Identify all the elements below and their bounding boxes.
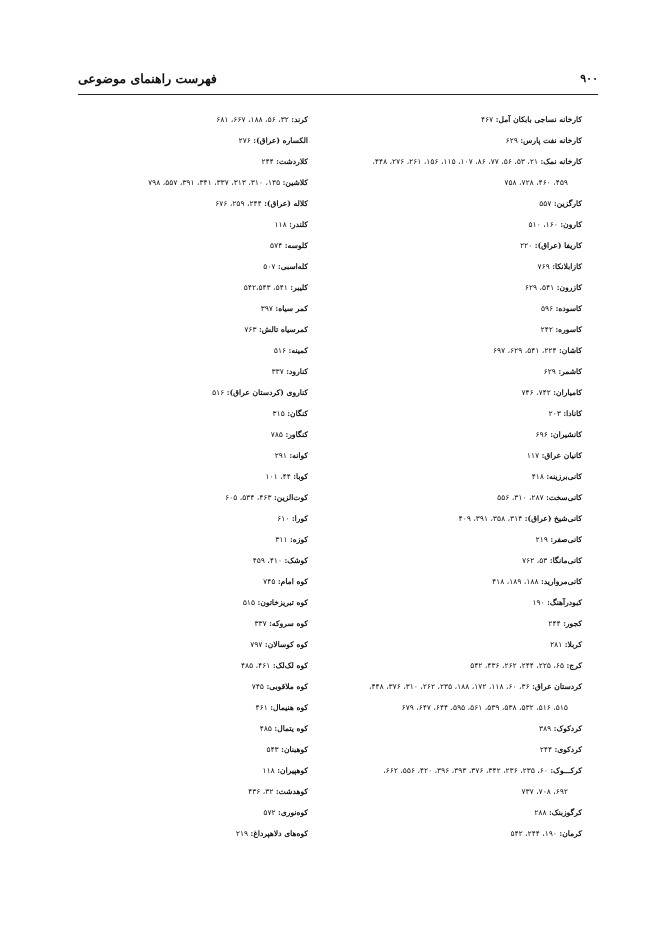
index-entry-pages: ۳۲، ۴۳۶	[248, 787, 274, 796]
index-entry	[100, 661, 308, 682]
index-entry-line	[253, 556, 308, 565]
index-entry-line	[270, 241, 308, 250]
index-entry-term: کلاشین:	[282, 178, 308, 187]
index-entry-pages: ۵۱۵	[242, 598, 256, 607]
index-entry	[100, 808, 308, 829]
index-entry-line	[272, 367, 308, 376]
index-entry-term: کاشمر:	[558, 367, 582, 376]
index-entry-term: کارخانه نفت پارس:	[520, 136, 582, 145]
index-entry-line	[216, 115, 308, 124]
index-entry	[342, 199, 582, 220]
index-entry-pages: ۵۵۷	[539, 199, 552, 208]
index-entry-term: کامیاران:	[553, 388, 582, 397]
index-entry-pages: ۷۹۷	[250, 640, 263, 649]
index-entry-term: کانیان عراق:	[541, 451, 582, 460]
index-entry-line	[342, 766, 582, 787]
index-entry	[100, 829, 308, 850]
index-entry-term: کاشان:	[559, 346, 582, 355]
index-entry-term: کرگوزبنک:	[548, 808, 582, 817]
index-entry-pages: ۱۱۷	[526, 451, 540, 460]
index-entry-term: کوبا:	[293, 472, 308, 481]
index-entry-pages: ۱۸۸، ۱۸۹، ۴۱۸	[492, 577, 539, 586]
page-number: ۹۰۰	[580, 72, 598, 85]
index-entry-line	[275, 535, 308, 544]
index-entry-term: کلیبر:	[290, 283, 308, 292]
index-entry-continuation: ۵۱۵، ۵۱۶، ۵۳۲، ۵۳۸، ۵۳۹، ۵۶۱، ۵۹۵، ۶۴۴، ۶۴۷، ۶۷۹	[401, 703, 568, 712]
index-entry-term: کوه تبریزخاتون:	[257, 598, 308, 607]
index-entry-term: کله‌اسبی:	[277, 262, 308, 271]
index-entry	[100, 367, 308, 388]
index-entry-term: کوه سروکه:	[269, 619, 308, 628]
index-entry-term: کردکوی:	[554, 745, 582, 754]
index-entry	[100, 619, 308, 640]
index-entry	[100, 640, 308, 661]
index-entry-pages: ۵۱۶	[212, 388, 225, 397]
index-entry-line	[266, 472, 309, 481]
index-entry-pages: ۷۶۳	[244, 325, 257, 334]
index-entry-pages: ۵۱۶	[273, 346, 287, 355]
index-entry-pages: ۲۷۶	[238, 136, 251, 145]
index-entry-line	[342, 157, 582, 178]
index-entry	[100, 262, 308, 283]
index-entry	[342, 241, 582, 262]
index-entry	[342, 619, 582, 640]
index-entry-line	[544, 367, 582, 376]
index-entry	[100, 136, 308, 157]
index-entry-pages: ۲۹۱	[274, 451, 287, 460]
index-entry-pages: ۲۸۷، ۳۱۰، ۵۵۶	[497, 493, 544, 502]
index-entry-term: کوشک:	[284, 556, 308, 565]
index-entry	[100, 766, 308, 787]
index-entry-term: کوه ملاقوبی:	[266, 682, 308, 691]
index-entry-term: کلاله (عراق):	[264, 199, 308, 208]
index-entry	[342, 388, 582, 409]
index-entry-line	[548, 619, 582, 628]
index-entry-pages: ۲۲۰	[520, 241, 533, 250]
index-entry	[342, 115, 582, 136]
index-entry	[342, 598, 582, 619]
index-entry-pages: ۶۱۰	[277, 514, 290, 523]
index-entry-term: کوه کوسالان:	[264, 640, 308, 649]
index-entry-pages: ۳۱۵	[272, 409, 285, 418]
index-entry-pages: ۳۸۹	[539, 724, 552, 733]
index-entry-pages: ۴۶۷	[481, 115, 494, 124]
index-entry-pages: ۱۳۵، ۳۱۰، ۳۱۳، ۳۳۷، ۳۴۱، ۳۹۱، ۵۵۷، ۷۹۸	[148, 178, 281, 187]
index-entry	[342, 556, 582, 577]
index-entry-term: کرکـــوک:	[550, 766, 582, 775]
index-entry-term: کاسوده:	[555, 304, 582, 313]
index-entry-pages: ۲۴۴	[539, 745, 553, 754]
index-entry-pages: ۴۱۰، ۴۵۹	[252, 556, 283, 565]
index-entry	[100, 598, 308, 619]
index-entry	[100, 409, 308, 430]
index-entry-pages: ۴۶۳، ۵۳۴، ۶۰۵	[225, 493, 272, 502]
index-entry-pages: ۴۸۵	[259, 724, 272, 733]
index-entry-pages: ۷۴۲، ۷۴۶	[521, 388, 551, 397]
index-entry-pages: ۶۰، ۲۳۵، ۲۳۶، ۳۴۲، ۳۷۶، ۳۹۳، ۳۹۶، ۴۲۰، ۵۵۶، ۶۶۲،	[383, 766, 548, 775]
index-entry-line	[244, 325, 308, 334]
index-entry-term: کرند:	[291, 115, 308, 124]
index-entry-pages: ۲۴۴، ۲۵۹، ۶۷۶	[215, 199, 262, 208]
index-entry-term: کانی‌مانگا:	[549, 556, 582, 565]
index-entry-line	[525, 283, 582, 292]
index-entry-line	[263, 577, 308, 586]
index-entry-term: کربلا:	[564, 640, 582, 649]
index-entry-term: الکساره (عراق):	[253, 136, 308, 145]
index-entry-pages: ۱۱۸	[262, 766, 275, 775]
index-entry	[342, 451, 582, 472]
index-entry-term: کنارود:	[286, 367, 308, 376]
index-entry	[342, 430, 582, 451]
index-entry-line	[541, 325, 582, 334]
index-entry-pages: ۳۲، ۵۶، ۱۸۸، ۶۶۷، ۶۸۱	[216, 115, 289, 124]
index-entry	[100, 745, 308, 766]
index-entry-term: کناروی (کردستان عراق):	[226, 388, 308, 397]
index-entry-term: کوه امام:	[277, 577, 308, 586]
index-entry-pages: ۲۴۴	[261, 157, 274, 166]
index-entry-pages: ۳۹۷	[260, 304, 273, 313]
index-entry	[342, 325, 582, 346]
index-entry-line	[277, 514, 308, 523]
index-entry-line	[493, 346, 582, 355]
index-entry	[342, 409, 582, 430]
index-entry-line	[263, 262, 308, 271]
index-entry	[100, 787, 308, 808]
index-entry-pages: ۵۴۱، ۶۲۹	[524, 283, 555, 292]
index-entry-pages: ۲۸۸	[534, 808, 547, 817]
index-entry	[342, 640, 582, 661]
index-entry	[100, 199, 308, 220]
index-entry-continuation: ۴۵۹، ۴۶۰، ۷۲۸، ۷۵۸	[504, 178, 568, 187]
index-entry-term: کوهپیران:	[277, 766, 308, 775]
index-entry-pages: ۴۴، ۱۰۱	[265, 472, 291, 481]
index-entry-term: کرج:	[566, 661, 582, 670]
index-entry-pages: ۵۳، ۷۶۲	[522, 556, 548, 565]
index-entry	[342, 346, 582, 367]
index-entry-term: کوزه:	[290, 535, 308, 544]
index-entry-pages: ۲۴۴	[548, 619, 561, 628]
index-entry	[100, 703, 308, 724]
index-entry	[342, 745, 582, 766]
index-entry-pages: ۴۶۱	[255, 703, 268, 712]
index-entry-term: کانادا:	[563, 409, 582, 418]
index-entry	[100, 388, 308, 409]
index-entry-term: کانشیران:	[550, 430, 582, 439]
index-entry-term: کردستان عراق:	[532, 682, 582, 691]
index-entry-pages: ۵۷۲	[263, 808, 276, 817]
index-entry-term: کوهدشت:	[275, 787, 308, 796]
index-entry-term: کوانه:	[289, 451, 308, 460]
index-entry-line	[539, 724, 582, 733]
index-entry-pages: ۶۹۶	[535, 430, 548, 439]
index-entry	[342, 682, 582, 724]
index-entry	[100, 304, 308, 325]
index-entry-line	[256, 703, 308, 712]
index-entry	[342, 262, 582, 283]
index-entry-pages: ۳۱۱	[275, 535, 288, 544]
index-entry-pages: ۴۶۱، ۴۸۵	[241, 661, 271, 670]
index-entry-term: کوه هنیمال:	[270, 703, 308, 712]
index-entry-line	[275, 451, 308, 460]
index-entry	[100, 157, 308, 178]
index-entry-term: کرمان:	[559, 829, 582, 838]
index-entry-pages: ۲۲۴، ۵۴۱، ۶۲۹، ۶۹۷	[492, 346, 557, 355]
running-title: فهرست راهنمای موضوعی	[78, 71, 217, 86]
index-entry-term: کورا:	[291, 514, 308, 523]
index-entry-line	[492, 577, 582, 586]
index-entry-line	[250, 640, 308, 649]
index-entry	[342, 766, 582, 808]
index-entry	[100, 514, 308, 535]
index-entry-line	[506, 136, 582, 145]
index-entry	[100, 493, 308, 514]
index-entry-pages: ۳۳۷	[271, 367, 284, 376]
index-entry	[342, 808, 582, 829]
index-entry-term: کبودرآهنگ:	[547, 598, 582, 607]
index-entry-line	[522, 556, 582, 565]
index-entry-line	[527, 451, 582, 460]
index-entry-term: کارون:	[560, 220, 582, 229]
index-entry-line	[550, 640, 582, 649]
index-entry-line	[539, 199, 582, 208]
index-entry-line	[263, 808, 308, 817]
index-entry-term: کلاردشت:	[276, 157, 308, 166]
index-entry-pages: ۷۴۵	[251, 682, 265, 691]
index-entry-line	[540, 745, 582, 754]
page-header	[78, 70, 598, 95]
index-entry-pages: ۵۰۷	[263, 262, 276, 271]
index-entry	[342, 829, 582, 850]
index-entry	[342, 535, 582, 556]
index-entry	[100, 577, 308, 598]
index-entry-line	[549, 409, 582, 418]
index-entry-pages: ۶۵، ۲۲۵، ۲۴۴، ۲۶۲، ۴۳۶، ۵۴۲	[470, 661, 565, 670]
index-entry	[100, 325, 308, 346]
index-entry-line	[538, 262, 582, 271]
index-entry-term: کمرسیاه تالش:	[258, 325, 308, 334]
index-entry-pages: ۲۴۲	[540, 325, 553, 334]
index-column-right	[342, 115, 582, 850]
index-entry-term: کانی‌شیخ (عراق):	[524, 514, 582, 523]
index-entry-pages: ۵۴۳	[266, 745, 279, 754]
index-entry-term: کوه‌های دلاهپرداغ:	[250, 829, 308, 838]
index-entry-term: کلوسه:	[284, 241, 308, 250]
index-entry	[342, 661, 582, 682]
index-entry	[100, 283, 308, 304]
index-entry-pages: ۲۰۳	[548, 409, 561, 418]
index-entry-line	[252, 682, 308, 691]
index-entry-term: کارخانه نمک:	[540, 157, 582, 166]
index-column-left	[100, 115, 308, 850]
index-entry-line	[241, 661, 308, 670]
index-entry-term: کانی‌صفر:	[550, 535, 582, 544]
index-entry-term: کاسوره:	[555, 325, 582, 334]
index-entry-term: کانی‌سخت:	[546, 493, 582, 502]
index-entry-line	[274, 346, 308, 355]
index-entry-line	[520, 241, 582, 250]
index-entry-line	[267, 745, 309, 754]
index-entry	[342, 283, 582, 304]
index-entry-pages: ۳۳۷	[254, 619, 267, 628]
index-entry-line	[148, 178, 308, 187]
index-entry-term: کوت‌الزین:	[274, 493, 308, 502]
index-entry	[100, 556, 308, 577]
index-entry	[100, 682, 308, 703]
index-entry-line	[261, 304, 308, 313]
index-entry	[100, 451, 308, 472]
index-entry	[100, 724, 308, 745]
index-entry-line	[536, 535, 582, 544]
index-entry-term: کوه یتمال:	[274, 724, 308, 733]
index-entry-term: کانی‌مروارید:	[541, 577, 582, 586]
index-entry-line	[529, 220, 582, 229]
index-entry	[342, 367, 582, 388]
index-entry-pages: ۱۶۰، ۵۱۰	[528, 220, 558, 229]
index-entry-pages: ۵۴۱، ۵۴۲،۵۴۳	[243, 283, 288, 292]
index-entry-line	[541, 304, 582, 313]
index-entry-term: کنگاور:	[285, 430, 308, 439]
index-entry-pages: ۵۹۶	[540, 304, 554, 313]
index-entry	[342, 304, 582, 325]
index-entry	[342, 493, 582, 514]
index-entry-pages: ۳۶، ۶۰، ۱۱۸، ۱۷۲، ۱۸۸، ۲۳۵، ۲۶۲، ۳۱۰، ۳۷۶، ۴۴۸،	[369, 682, 530, 691]
index-entry-line	[236, 829, 308, 838]
index-entry-term: کمر سیاه:	[275, 304, 308, 313]
index-entry-line	[521, 388, 582, 397]
index-entry	[100, 241, 308, 262]
index-entry	[100, 115, 308, 136]
index-entry-pages: ۶۲۹	[543, 367, 556, 376]
index-entry-line	[497, 493, 582, 502]
index-entry-line	[481, 115, 582, 124]
index-entry-line	[342, 682, 582, 703]
index-entry-line	[470, 661, 582, 670]
index-entry-pages: ۱۹۰	[532, 598, 545, 607]
index-entry-line	[260, 724, 308, 733]
index-entry	[100, 535, 308, 556]
index-entry	[342, 220, 582, 241]
index-entry-line	[248, 787, 308, 796]
index-entry-pages: ۳۱۴، ۳۵۸، ۳۹۱، ۴۰۹	[458, 514, 523, 523]
index-entry-term: کازابلانکا:	[552, 262, 582, 271]
index-entry	[342, 472, 582, 493]
index-entry-line	[212, 388, 308, 397]
index-entry-pages: ۲۸۱	[550, 640, 563, 649]
index-entry-term: کانی‌برزینه:	[546, 472, 582, 481]
index-entry	[342, 577, 582, 598]
index-entry-line	[239, 136, 308, 145]
index-entry-pages: ۷۴۵	[263, 577, 276, 586]
index-entry-term: کردکوک:	[553, 724, 582, 733]
index-entry-term: کارگزین:	[553, 199, 582, 208]
index-entry-line	[271, 430, 308, 439]
index-entry-pages: ۶۲۹	[505, 136, 518, 145]
index-entry-line	[263, 766, 308, 775]
index-entry-term: کازرون:	[556, 283, 582, 292]
index-entry-line	[532, 472, 582, 481]
index-entry-term: کنگان:	[287, 409, 308, 418]
index-entry-term: کارخانه نساجی بابکان آمل:	[495, 115, 582, 124]
index-entry-pages: ۲۱، ۵۳، ۵۶، ۷۷، ۸۶، ۱۰۷، ۱۱۵، ۱۵۶، ۲۶۱، ۲۷۶، ۴۴۸،	[372, 157, 539, 166]
index-entry-line	[536, 430, 582, 439]
index-entry-line	[532, 598, 582, 607]
index-entry-line	[262, 157, 309, 166]
index-entry-pages: ۱۱۸	[274, 220, 287, 229]
index-entry-pages: ۷۶۹	[537, 262, 550, 271]
index-entry-line	[274, 220, 308, 229]
index-entry	[100, 220, 308, 241]
index-entry	[100, 472, 308, 493]
index-entry	[100, 346, 308, 367]
index-entry-term: کوه لک‌لک:	[272, 661, 308, 670]
index-entry-line	[215, 199, 308, 208]
index-entry-pages: ۲۱۹	[235, 829, 249, 838]
index-entry-term: کمینه:	[288, 346, 308, 355]
index-entry	[342, 514, 582, 535]
index-entry-line	[511, 829, 583, 838]
index-entry-pages: ۱۹۰، ۲۴۴، ۵۴۲	[510, 829, 557, 838]
index-entry-term: کلندر:	[289, 220, 308, 229]
index-entry-line	[534, 808, 582, 817]
index-entry	[342, 136, 582, 157]
index-entry	[100, 178, 308, 199]
index-entry-line	[273, 409, 308, 418]
index-entry-line	[459, 514, 582, 523]
index-entry-term: کاریفا (عراق):	[534, 241, 582, 250]
index-entry-line	[243, 598, 308, 607]
index-entry-pages: ۷۸۵	[270, 430, 284, 439]
index-entry-line	[244, 283, 308, 292]
index-entry-continuation: ۶۹۲، ۷۰۸، ۷۳۷	[521, 787, 568, 796]
index-entry-line	[254, 619, 308, 628]
index-entry	[100, 430, 308, 451]
index-entry-line	[225, 493, 308, 502]
index-entry-term: کجور:	[563, 619, 582, 628]
index-entry-pages: ۴۱۸	[531, 472, 544, 481]
index-entry-term: کوه‌نوری:	[278, 808, 308, 817]
index-entry	[342, 157, 582, 199]
index-entry-term: کوهبنان:	[281, 745, 308, 754]
index-entry	[342, 724, 582, 745]
index-entry-pages: ۵۷۴	[270, 241, 283, 250]
index-entry-pages: ۲۱۹	[535, 535, 548, 544]
